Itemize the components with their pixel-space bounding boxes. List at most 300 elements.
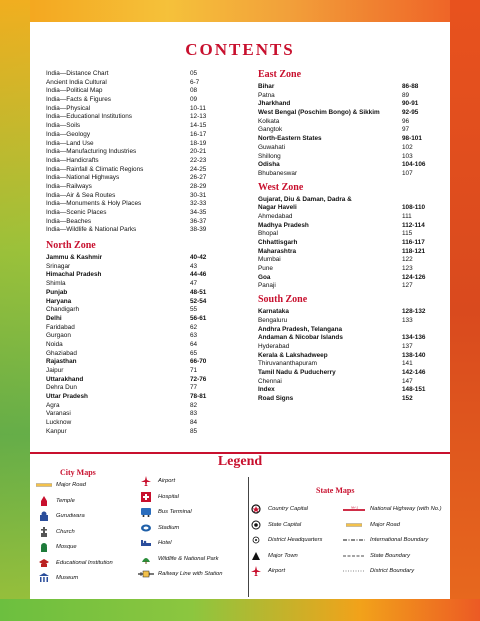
entry-page-number: 32-33 bbox=[190, 200, 207, 208]
entry-page-number: 152 bbox=[402, 395, 413, 402]
entry-page-number: 85 bbox=[190, 427, 198, 435]
entry-title: Ghaziabad bbox=[46, 349, 77, 357]
entry-page-number: 123 bbox=[402, 265, 413, 273]
contents-entry bbox=[258, 109, 438, 118]
gurudwara-icon bbox=[36, 511, 52, 521]
north-zone-list bbox=[46, 254, 226, 436]
entry-page-number: 63 bbox=[190, 332, 198, 340]
contents-entry bbox=[258, 239, 438, 248]
entry-title: Delhi bbox=[46, 314, 62, 322]
legend-entry bbox=[342, 566, 414, 576]
entry-title: India—Monuments & Holy Places bbox=[46, 200, 142, 208]
entry-page-number: 127 bbox=[402, 282, 413, 290]
entry-title: Noida bbox=[46, 340, 63, 348]
legend-entry bbox=[36, 573, 78, 583]
contents-entry bbox=[258, 196, 438, 205]
entry-title: India—Soils bbox=[46, 122, 81, 130]
entry-page-number: 111 bbox=[402, 212, 412, 220]
entry-title: Dehra Dun bbox=[46, 384, 77, 392]
contents-entry bbox=[258, 352, 438, 361]
legend-entry-label: State Capital bbox=[268, 521, 302, 528]
contents-entry bbox=[258, 308, 438, 317]
entry-title: Ancient India Cultural bbox=[46, 78, 107, 86]
legend-entry-label: Gurudwara bbox=[56, 513, 85, 519]
entry-title: Bhubaneswar bbox=[258, 169, 298, 177]
contents-page bbox=[30, 22, 450, 599]
entry-page-number: 107 bbox=[402, 169, 413, 177]
legend-entry bbox=[36, 558, 113, 568]
contents-entry bbox=[258, 161, 438, 170]
entry-title: Jammu & Kashmir bbox=[46, 254, 103, 262]
contents-entry bbox=[258, 144, 438, 153]
contents-entry bbox=[46, 79, 226, 88]
entry-page-number: 55 bbox=[190, 306, 198, 314]
country-capital-icon bbox=[248, 504, 264, 514]
entry-page-number: 147 bbox=[402, 377, 413, 385]
entry-page-number bbox=[402, 196, 438, 205]
entry-page-number: 36-37 bbox=[190, 217, 207, 225]
legend-entry-label: Museum bbox=[56, 575, 79, 581]
contents-entry bbox=[46, 402, 226, 411]
contents-entry bbox=[258, 100, 438, 109]
entry-page-number: 77 bbox=[190, 384, 198, 392]
contents-entry bbox=[46, 226, 226, 235]
contents-entry bbox=[258, 395, 438, 404]
contents-entry bbox=[258, 153, 438, 162]
south-zone-list bbox=[258, 308, 438, 404]
church-icon bbox=[36, 527, 52, 537]
wildlife-icon bbox=[138, 554, 154, 564]
legend-entry-label: Hospital bbox=[158, 493, 179, 500]
entry-title: India—Handicrafts bbox=[46, 156, 99, 164]
entry-page-number: 112-114 bbox=[402, 221, 425, 229]
contents-entry bbox=[258, 118, 438, 127]
railway-icon bbox=[138, 569, 154, 579]
legend-entry-label: Temple bbox=[56, 497, 75, 504]
contents-entry bbox=[46, 218, 226, 227]
south-zone-heading: South Zone bbox=[258, 294, 308, 306]
entry-title: India—Land Use bbox=[46, 139, 94, 147]
entry-title: Agra bbox=[46, 401, 60, 409]
entry-page-number: 08 bbox=[190, 87, 198, 95]
mosque-icon bbox=[36, 542, 52, 552]
state-capital-icon bbox=[248, 520, 264, 530]
entry-title: India—Physical bbox=[46, 104, 91, 112]
contents-entry bbox=[46, 384, 226, 393]
legend-entry bbox=[36, 511, 85, 521]
contents-entry bbox=[258, 170, 438, 179]
entry-page-number: 65 bbox=[190, 349, 198, 357]
contents-entry bbox=[258, 360, 438, 369]
entry-page-number: 116-117 bbox=[402, 239, 425, 246]
entry-title: Goa bbox=[258, 273, 271, 281]
legend-entry bbox=[138, 523, 179, 533]
entry-page-number: 92-95 bbox=[402, 109, 419, 117]
entry-title: North-Eastern States bbox=[258, 135, 322, 143]
entry-page-number: 22-23 bbox=[190, 156, 207, 164]
entry-title: India—Facts & Figures bbox=[46, 96, 111, 104]
entry-title: Chandigarh bbox=[46, 306, 80, 314]
entry-title: India—Railways bbox=[46, 182, 92, 190]
contents-entry bbox=[258, 92, 438, 101]
entry-page-number: 78-81 bbox=[190, 393, 207, 401]
legend-entry bbox=[342, 535, 428, 545]
entry-page-number: 72-76 bbox=[190, 375, 207, 383]
contents-entry bbox=[46, 271, 226, 280]
contents-entry bbox=[46, 263, 226, 272]
major-road-icon bbox=[36, 480, 52, 490]
entry-title: Shimla bbox=[46, 280, 66, 288]
entry-page-number: 102 bbox=[402, 143, 413, 151]
right-border-graphic bbox=[450, 0, 480, 621]
legend-entry bbox=[248, 504, 308, 514]
entry-page-number: 71 bbox=[190, 367, 198, 374]
entry-page-number: 20-21 bbox=[190, 148, 207, 156]
entry-title: India—Beaches bbox=[46, 217, 92, 225]
entry-title: Kanpur bbox=[46, 427, 67, 435]
entry-title: Gangtok bbox=[258, 126, 283, 134]
district-boundary-icon bbox=[342, 566, 366, 576]
entry-title: Srinagar bbox=[46, 262, 71, 270]
entry-page-number: 09 bbox=[190, 96, 198, 104]
contents-entry bbox=[258, 222, 438, 231]
entry-page-number: 98-101 bbox=[402, 135, 422, 143]
entry-page-number: 124-126 bbox=[402, 273, 426, 281]
legend-title: Legend bbox=[217, 454, 263, 469]
legend-entry-label: Major Road bbox=[370, 521, 400, 528]
temple-icon bbox=[36, 496, 52, 506]
international-boundary-icon bbox=[342, 535, 366, 545]
entry-page-number: 104-106 bbox=[402, 161, 426, 169]
entry-title: India—Educational Institutions bbox=[46, 113, 132, 121]
entry-title: India—Manufacturing Industries bbox=[46, 148, 137, 156]
entry-page-number: 43 bbox=[190, 262, 198, 270]
contents-entry bbox=[258, 343, 438, 352]
entry-page-number: 38-39 bbox=[190, 226, 207, 234]
entry-page-number: 115 bbox=[402, 230, 413, 238]
entry-title: India—Rainfall & Climatic Regions bbox=[46, 165, 144, 173]
contents-entry bbox=[258, 83, 438, 92]
district-hq-icon bbox=[248, 535, 264, 545]
contents-entry bbox=[46, 122, 226, 131]
entry-page-number: 134-136 bbox=[402, 334, 426, 342]
contents-entry bbox=[46, 350, 226, 359]
entry-title: Mumbai bbox=[258, 256, 281, 264]
airport-icon bbox=[248, 566, 264, 576]
entry-title: India—Air & Sea Routes bbox=[46, 191, 116, 199]
legend-entry-label: Airport bbox=[158, 478, 176, 484]
legend-entry bbox=[138, 507, 192, 517]
contents-entry bbox=[46, 298, 226, 307]
entry-page-number: 14-15 bbox=[190, 122, 207, 130]
general-list bbox=[46, 70, 226, 235]
legend-entry bbox=[138, 476, 175, 486]
city-maps-heading: City Maps bbox=[60, 468, 96, 477]
entry-title: India—Wildlife & National Parks bbox=[46, 226, 137, 234]
entry-title: Jaipur bbox=[46, 367, 64, 374]
legend-entry bbox=[342, 551, 410, 561]
entry-title: Bengaluru bbox=[258, 316, 288, 324]
bottom-border-graphic bbox=[0, 599, 480, 621]
entry-page-number: 56-61 bbox=[190, 314, 207, 322]
entry-title: India—National Highways bbox=[46, 174, 120, 182]
entry-title: Odisha bbox=[258, 161, 280, 169]
entry-title: Madhya Pradesh bbox=[258, 221, 309, 229]
entry-page-number: 12-13 bbox=[190, 113, 207, 121]
entry-page-number: 122 bbox=[402, 256, 413, 264]
state-boundary-icon bbox=[342, 551, 366, 561]
legend-entry bbox=[248, 566, 285, 576]
legend-entry-label: State Boundary bbox=[370, 552, 410, 559]
legend-entry-label: Hotel bbox=[158, 540, 172, 546]
entry-title: Himachal Pradesh bbox=[46, 271, 102, 279]
contents-entry bbox=[258, 204, 438, 213]
entry-page-number: 142-146 bbox=[402, 368, 426, 376]
entry-title: Kolkata bbox=[258, 117, 280, 125]
contents-entry bbox=[258, 256, 438, 265]
contents-entry bbox=[258, 126, 438, 135]
legend-entry-label: District Boundary bbox=[370, 568, 415, 574]
contents-entry bbox=[46, 183, 226, 192]
entry-page-number: 24-25 bbox=[190, 165, 207, 173]
page-title: CONTENTS bbox=[185, 40, 295, 59]
entry-title: Uttarakhand bbox=[46, 375, 84, 383]
entry-title: Andaman & Nicobar Islands bbox=[258, 334, 343, 342]
legend-entry bbox=[36, 542, 77, 552]
legend-entry bbox=[36, 480, 86, 490]
contents-entry bbox=[258, 135, 438, 144]
entry-title: Chhattisgarh bbox=[258, 239, 298, 246]
entry-page-number: 86-88 bbox=[402, 83, 419, 90]
entry-title: Road Signs bbox=[258, 395, 294, 402]
contents-entry bbox=[46, 280, 226, 289]
entry-page-number: 48-51 bbox=[190, 288, 207, 296]
contents-entry bbox=[46, 254, 226, 263]
entry-title: Index bbox=[258, 386, 275, 394]
contents-entry bbox=[46, 289, 226, 298]
entry-title: Guwahati bbox=[258, 143, 285, 151]
entry-page-number: 34-35 bbox=[190, 209, 207, 216]
legend-entry-label: Educational Institution bbox=[56, 559, 113, 566]
legend-entry-label: District Headquarters bbox=[268, 537, 323, 543]
contents-entry bbox=[46, 341, 226, 350]
entry-title: Nagar Haveli bbox=[258, 204, 297, 212]
legend-entry-label: Mosque bbox=[56, 544, 77, 550]
entry-title: Kerala & Lakshadweep bbox=[258, 351, 328, 359]
legend-entry bbox=[248, 520, 301, 530]
left-column bbox=[46, 70, 226, 437]
entry-page-number: 133 bbox=[402, 316, 413, 324]
entry-page-number: 138-140 bbox=[402, 351, 426, 359]
contents-entry bbox=[46, 105, 226, 114]
entry-title: Bihar bbox=[258, 83, 275, 90]
contents-entry bbox=[46, 324, 226, 333]
contents-entry bbox=[46, 192, 226, 201]
west-zone-list bbox=[258, 196, 438, 292]
entry-page-number: 148-151 bbox=[402, 386, 426, 394]
contents-entry bbox=[46, 131, 226, 140]
entry-page-number: 82 bbox=[190, 401, 198, 409]
entry-title: Hyderabad bbox=[258, 342, 290, 350]
contents-entry bbox=[258, 386, 438, 395]
entry-page-number: 97 bbox=[402, 126, 410, 134]
legend-entry bbox=[248, 535, 322, 545]
contents-entry bbox=[46, 87, 226, 96]
museum-icon bbox=[36, 573, 52, 583]
entry-title: Panaji bbox=[258, 282, 276, 290]
entry-page-number: 103 bbox=[402, 152, 413, 160]
legend-entry bbox=[138, 554, 219, 564]
contents-entry bbox=[46, 200, 226, 209]
entry-page-number: 137 bbox=[402, 342, 413, 350]
entry-title: Ahmedabad bbox=[258, 212, 293, 220]
contents-entry bbox=[258, 282, 438, 291]
entry-page-number: 16-17 bbox=[190, 130, 207, 138]
legend-entry bbox=[342, 504, 442, 514]
legend-entry-label: Airport bbox=[268, 568, 286, 574]
legend-entry bbox=[342, 520, 400, 530]
entry-page-number: 96 bbox=[402, 117, 410, 125]
entry-page-number: 10-11 bbox=[190, 104, 206, 112]
legend-entry bbox=[248, 551, 298, 561]
state-maps-heading: State Maps bbox=[316, 486, 355, 495]
entry-page-number: 64 bbox=[190, 340, 198, 348]
hospital-icon bbox=[138, 492, 154, 502]
entry-title: Tamil Nadu & Puducherry bbox=[258, 368, 336, 376]
contents-entry bbox=[46, 332, 226, 341]
right-column bbox=[258, 66, 438, 404]
entry-title: Chennai bbox=[258, 377, 282, 385]
contents-entry bbox=[46, 410, 226, 419]
east-zone-list bbox=[258, 83, 438, 179]
entry-page-number: 141 bbox=[402, 360, 413, 368]
entry-title: India—Political Map bbox=[46, 87, 103, 95]
entry-title: India—Geology bbox=[46, 130, 91, 138]
entry-title: Bhopal bbox=[258, 230, 278, 238]
legend-entry bbox=[36, 496, 75, 506]
entry-page-number: 47 bbox=[190, 280, 198, 288]
north-zone-heading: North Zone bbox=[46, 240, 96, 252]
west-zone-heading: West Zone bbox=[258, 181, 304, 193]
stadium-icon bbox=[138, 523, 154, 533]
legend-entry-label: Major Town bbox=[268, 552, 298, 559]
entry-page-number: 84 bbox=[190, 419, 198, 427]
contents-entry bbox=[46, 358, 226, 367]
contents-entry bbox=[258, 213, 438, 222]
airport-icon bbox=[138, 476, 154, 486]
contents-entry bbox=[46, 306, 226, 315]
contents-entry bbox=[46, 113, 226, 122]
contents-entry bbox=[46, 367, 226, 376]
east-zone-heading: East Zone bbox=[258, 69, 302, 80]
legend-entry bbox=[138, 492, 179, 502]
entry-title: India—Distance Chart bbox=[46, 70, 109, 77]
legend-entry-label: Major Road bbox=[56, 482, 86, 488]
legend-section bbox=[30, 452, 450, 599]
entry-page-number: 83 bbox=[190, 410, 198, 418]
bus-icon bbox=[138, 507, 154, 517]
entry-title: Punjab bbox=[46, 288, 68, 296]
legend-entry-label: Stadium bbox=[158, 524, 180, 531]
entry-page-number: 30-31 bbox=[190, 191, 207, 199]
entry-title: Pune bbox=[258, 265, 273, 273]
entry-title: Gujarat, Diu & Daman, Dadra & bbox=[258, 195, 352, 203]
contents-entry bbox=[46, 174, 226, 183]
education-icon bbox=[36, 558, 52, 568]
entry-page-number: 18-19 bbox=[190, 139, 207, 147]
legend-entry-label: Country Capital bbox=[268, 506, 308, 512]
entry-title: Thiruvananthapuram bbox=[258, 360, 317, 368]
entry-page-number: 89 bbox=[402, 91, 410, 99]
entry-page-number: 6-7 bbox=[190, 78, 200, 86]
entry-page-number: 05 bbox=[190, 70, 198, 77]
contents-entry bbox=[46, 419, 226, 428]
entry-title: Uttar Pradesh bbox=[46, 393, 88, 401]
entry-title: Faridabad bbox=[46, 323, 75, 331]
entry-title: Shillong bbox=[258, 152, 281, 160]
entry-page-number: 128-132 bbox=[402, 308, 426, 316]
legend-entry-label: Bus Terminal bbox=[158, 509, 192, 515]
entry-title: Rajasthan bbox=[46, 358, 77, 366]
entry-title: Maharashtra bbox=[258, 247, 297, 255]
entry-page-number: 26-27 bbox=[190, 174, 207, 182]
entry-title: West Bengal (Poschim Bongo) & Sikkim bbox=[258, 109, 380, 117]
major-road-icon bbox=[342, 520, 366, 530]
contents-entry bbox=[258, 274, 438, 283]
contents-entry bbox=[46, 315, 226, 324]
contents-entry bbox=[258, 265, 438, 274]
entry-title: Gurgaon bbox=[46, 332, 71, 340]
contents-entry bbox=[46, 376, 226, 385]
entry-title: Andhra Pradesh, Telangana bbox=[258, 325, 343, 333]
contents-entry bbox=[46, 209, 226, 218]
contents-entry bbox=[258, 326, 438, 335]
entry-page-number: 62 bbox=[190, 323, 198, 331]
contents-entry bbox=[46, 393, 226, 402]
entry-title: Varanasi bbox=[46, 410, 71, 418]
contents-entry bbox=[46, 428, 226, 437]
contents-entry bbox=[46, 148, 226, 157]
legend-entry-label: Wildlife & National Park bbox=[158, 555, 219, 562]
entry-page-number: 52-54 bbox=[190, 297, 207, 305]
legend-entry-label: Railway Line with Station bbox=[158, 571, 223, 577]
contents-entry bbox=[46, 157, 226, 166]
contents-entry bbox=[258, 230, 438, 239]
left-border-graphic bbox=[0, 0, 30, 621]
hotel-icon bbox=[138, 538, 154, 548]
contents-entry bbox=[258, 378, 438, 387]
entry-title: India—Scenic Places bbox=[46, 209, 107, 216]
contents-entry bbox=[258, 334, 438, 343]
national-highway-icon bbox=[342, 504, 366, 514]
legend-entry-label: International Boundary bbox=[370, 537, 429, 543]
contents-entry bbox=[46, 70, 226, 79]
major-town-icon bbox=[248, 551, 264, 561]
legend-entry-label: National Highway (with No.) bbox=[370, 506, 442, 512]
entry-title: Patna bbox=[258, 91, 275, 99]
legend-entry bbox=[138, 569, 222, 579]
entry-page-number bbox=[402, 326, 438, 335]
contents-entry bbox=[258, 248, 438, 257]
contents-entry bbox=[46, 140, 226, 149]
svg-text:NH-1: NH-1 bbox=[351, 505, 359, 510]
entry-page-number: 118-121 bbox=[402, 247, 426, 255]
legend-entry bbox=[138, 538, 172, 548]
entry-title: Haryana bbox=[46, 297, 72, 305]
entry-title: Lucknow bbox=[46, 419, 72, 427]
legend-entry-label: Church bbox=[56, 528, 75, 535]
entry-page-number: 44-46 bbox=[190, 271, 207, 279]
